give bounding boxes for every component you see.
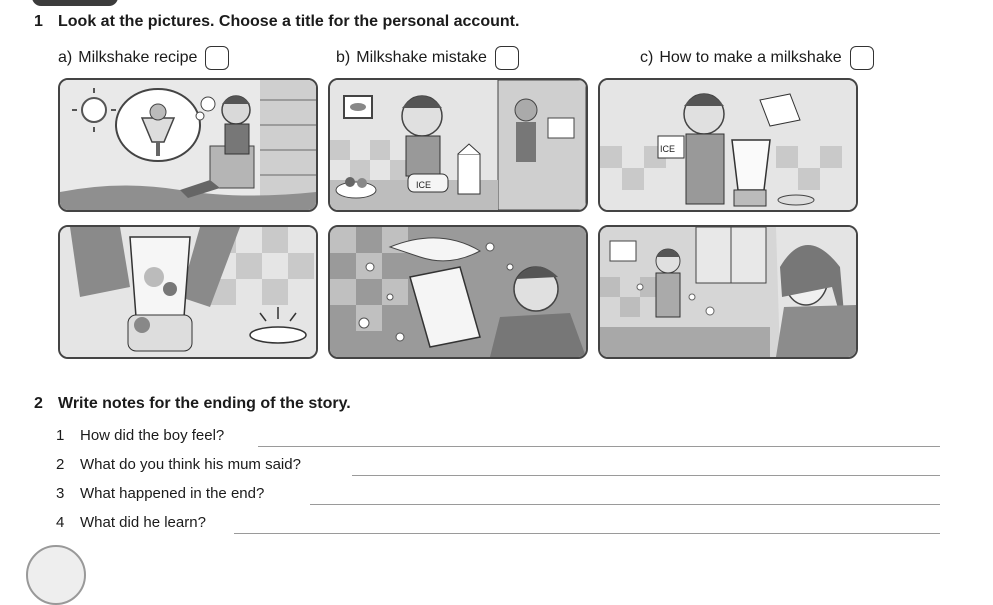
story-panel-6 (598, 225, 858, 359)
ice-cream-label: ICE (416, 180, 432, 190)
section-tab (32, 0, 118, 6)
panel-2-illustration (330, 80, 586, 210)
option-b-text: Milkshake mistake (356, 49, 487, 66)
question-1-text: How did the boy feel? (80, 427, 225, 444)
panel-4-illustration (60, 227, 316, 357)
option-c (640, 46, 874, 70)
task1-instruction: Look at the pictures. Choose a title for the personal account. (58, 13, 520, 30)
question-2-text: What do you think his mum said? (80, 456, 301, 473)
option-a-checkbox[interactable] (205, 46, 229, 70)
question-1-number: 1 (56, 427, 65, 444)
question-2-number: 2 (56, 456, 65, 473)
question-2 (56, 456, 301, 473)
option-b-letter: b) (336, 49, 351, 66)
question-4 (56, 514, 206, 531)
answer-line-3[interactable] (310, 504, 940, 505)
task2-number: 2 (34, 395, 43, 412)
task1-heading (34, 13, 519, 31)
panel-1-illustration (60, 80, 316, 210)
question-1 (56, 427, 224, 444)
section-icon (26, 545, 86, 605)
answer-line-2[interactable] (352, 475, 940, 476)
option-a-letter: a) (58, 49, 73, 66)
option-c-letter: c) (640, 49, 654, 66)
task2-instruction: Write notes for the ending of the story. (58, 395, 351, 412)
panel-3-illustration (600, 80, 856, 210)
task2-heading (34, 395, 351, 413)
ice-box-label: ICE (660, 144, 676, 154)
task1-number: 1 (34, 13, 43, 30)
question-3 (56, 485, 264, 502)
story-panel-4 (58, 225, 318, 359)
story-panel-5 (328, 225, 588, 359)
story-panel-3 (598, 78, 858, 212)
option-c-text: How to make a milkshake (659, 49, 842, 66)
story-panel-1 (58, 78, 318, 212)
option-a (58, 46, 229, 70)
option-b-checkbox[interactable] (495, 46, 519, 70)
option-a-text: Milkshake recipe (78, 49, 198, 66)
story-panel-2 (328, 78, 588, 212)
answer-line-1[interactable] (258, 446, 940, 447)
panel-5-illustration (330, 227, 586, 357)
question-4-number: 4 (56, 514, 65, 531)
panel-6-illustration (600, 227, 856, 357)
question-3-text: What happened in the end? (80, 485, 265, 502)
option-c-checkbox[interactable] (850, 46, 874, 70)
question-4-text: What did he learn? (80, 514, 206, 531)
option-b (336, 46, 519, 70)
question-3-number: 3 (56, 485, 65, 502)
answer-line-4[interactable] (234, 533, 940, 534)
